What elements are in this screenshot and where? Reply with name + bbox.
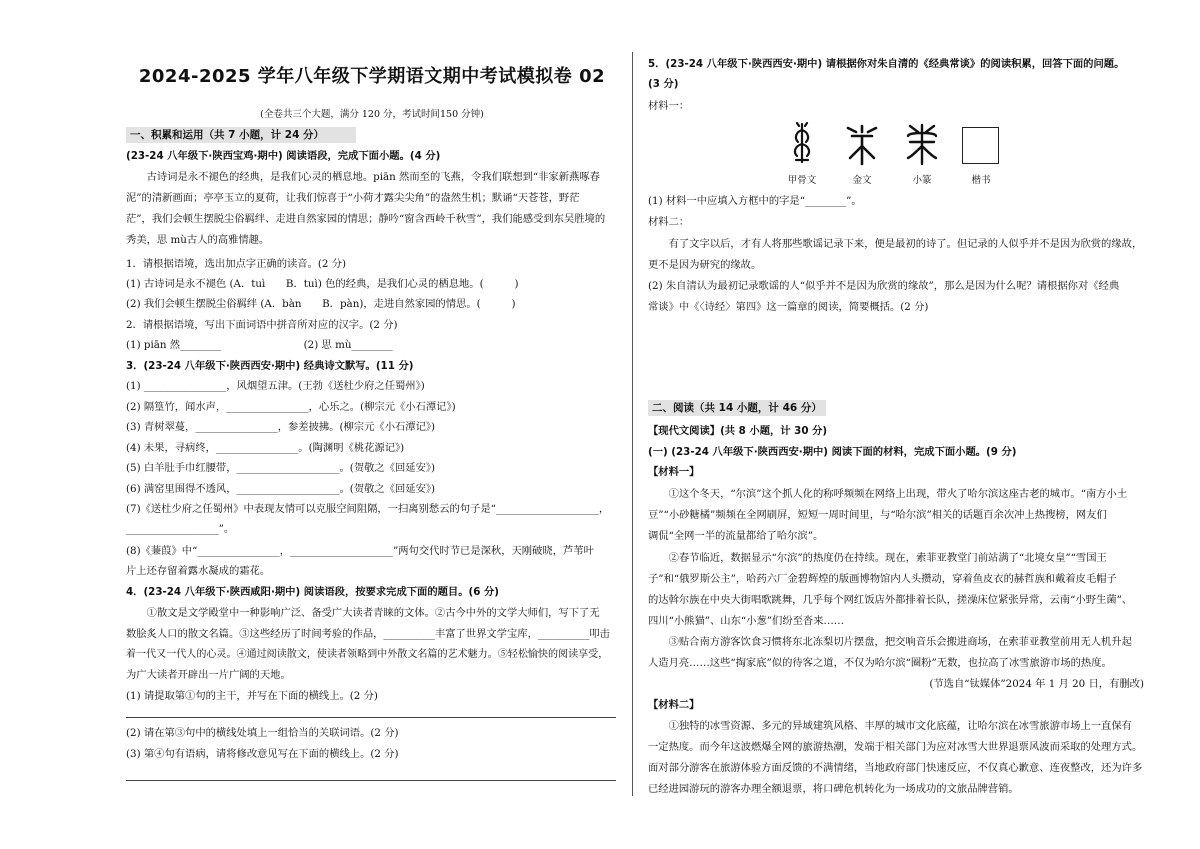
passage-line: 数脍炙人口的散文名篇。③这些经历了时间考验的作品，__________丰富了世界文学宝库，__________叩击: [126, 628, 610, 640]
blank-answer-box[interactable]: [962, 127, 999, 164]
source-note: (节选自“钛媒体”2024 年 1 月 20 日，有删改): [929, 678, 1144, 690]
answer-line[interactable]: [126, 717, 616, 718]
small-seal-glyph-icon: [902, 122, 942, 166]
exam-title: 2024-2025 学年八年级下学期语文期中考试模拟卷 02: [138, 66, 606, 87]
exam-subtitle: (全卷共三个大题，满分 120 分，考试时间150 分钟): [260, 109, 484, 120]
question-line: (7)《送杜少府之任蜀州》中表现友情可以克服空间阻隔，一扫离别愁云的句子是“____________________，: [126, 503, 610, 515]
question-line: (1) 请提取第①句的主干，并写在下面的横线上。(2 分): [126, 690, 378, 702]
passage-line: 的达斡尔族在中央大街唱歌跳舞，几乎每个网红饭店外都排着长队，搓澡床位紧张异常，云南“小野生菌”、: [648, 594, 1133, 606]
material-label: 材料一：: [648, 100, 690, 112]
subsection-heading: 【现代文阅读】(共 8 小题，计 30 分): [648, 425, 828, 437]
question-line: (5) 白羊肚手巾红腰带，____________________。(贺敬之《回延安》): [126, 462, 436, 474]
question-line: (1) 材料一中应填入方框中的字是“________”。: [648, 195, 862, 207]
passage-line: 秀美，思 mù古人的高雅情趣。: [126, 234, 270, 246]
section-heading-1: 一、积累和运用（共 7 小题，计 24 分）: [126, 127, 356, 143]
question-line: (1) 古诗词是永不褪色 (A．tuì B．tuì) 色的经典，是我们心灵的栖息地。( ): [126, 278, 519, 290]
question-intro: 5．(23-24 八年级下·陕西西安·期中) 请根据你对朱自清的《经典常谈》的阅读积累，回答下面的问题。: [648, 58, 1125, 70]
passage-line: 面对部分游客在旅游体验方面反馈的不满情绪，当地政府部门快速反应，不仅真心歉意、连夜整改，还为许多: [648, 762, 1143, 774]
section-heading-2: 二、阅读（共 14 小题，计 46 分）: [648, 400, 826, 416]
question-line: 2．请根据语境，写出下面词语中拼音所对应的汉字。(2 分): [126, 319, 398, 331]
question-line: (2) 我们会顿生摆脱尘俗羁绊 (A．bàn B．pàn)，走进自然家园的情思。( ): [126, 298, 516, 310]
answer-line[interactable]: [126, 780, 616, 781]
passage-line: ①散文是文学殿堂中一种影响广泛、备受广大读者青睐的文体。②古今中外的文学大师们，写下了无: [126, 607, 600, 619]
question-line: (2) 请在第③句中的横线处填上一组恰当的关联词语。(2 分): [126, 727, 399, 739]
passage-line: 为广大读者开辟出一片广阔的天地。: [126, 669, 291, 681]
passage-line: 泥”的清新画面；亭亭玉立的夏荷，让我们惊喜于“小荷才露尖尖角”的盎然生机；默诵“天苍苍，野茫: [126, 192, 580, 204]
question-line: (1) piān 然________ (2) 思 mù________: [126, 339, 393, 351]
passage-line: 古诗词是永不褪色的经典，是我们心灵的栖息地。piān 然而至的飞燕，令我们联想到“非家新燕啄春: [126, 171, 600, 183]
glyph-label: 楷书: [971, 175, 991, 186]
passage-line: ②春节临近，数据显示“尔滨”的热度仍在持续。现在，索菲亚教堂门前站满了“北境女皇”“雪国王: [648, 552, 1107, 564]
column-divider: [632, 52, 633, 796]
question-line: (6) 满窑里围得不透风，____________________。(贺敬之《回延安》): [126, 483, 436, 495]
question-line: (1) ________________，风烟望五津。(王勃《送杜少府之任蜀州》): [126, 380, 425, 392]
passage-line: 人造月亮……这些“掏家底”似的待客之道，不仅为哈尔滨“圈粉”无数，也拉高了冰雪旅游市场的热度。: [648, 657, 1112, 669]
passage-line: ①独特的冰雪资源、多元的异域建筑风格、丰厚的城市文化底蕴，让哈尔滨在冰雪旅游市场上一直保有: [648, 720, 1132, 732]
passage-line: 已经进园游玩的游客办理全额退票，将口碑危机转化为一场成功的文旅品牌营销。: [648, 783, 1019, 795]
question-intro: 4．(23-24 八年级下·陕西咸阳·期中) 阅读语段，按要求完成下面的题目。(6 分): [126, 586, 499, 598]
passage-line: 一定热度。而今年这波燃爆全网的旅游热潮，发端于相关部门为应对冰雪大世界退票风波而采取的处理方式。: [648, 741, 1143, 753]
bronze-script-glyph-icon: [842, 122, 882, 166]
glyph-label: 金文: [852, 175, 872, 186]
passage-line: 有了文字以后，才有人将那些歌谣记录下来，便是最初的诗了。但记录的人似乎并不是因为欣赏的缘故，: [648, 238, 1143, 250]
question-intro: (23-24 八年级下·陕西宝鸡·期中) 阅读语段，完成下面小题。(4 分): [126, 150, 441, 162]
question-line: (3) 第④句有语病，请将修改意见写在下面的横线上。(2 分): [126, 748, 399, 760]
passage-line: 子”和“俄罗斯公主”，哈药六厂金碧辉煌的版画博物馆内人头攒动，穿着鱼皮衣的赫哲族和戴着皮毛帽子: [648, 573, 1117, 585]
question-line: __________________”。: [126, 523, 235, 535]
passage-line: ①这个冬天，“尔滨”这个抓人化的称呼频频在网络上出现，带火了哈尔滨这座古老的城市。“南方小土: [648, 488, 1128, 500]
passage-line: 着一代又一代人的心灵。④通过阅读散文，使读者领略到中外散文名篇的艺术魅力。⑤轻松愉快的阅读享受，: [126, 649, 609, 660]
passage-line: 四川“小熊猫”、山东“小葱”们纷至沓来……: [648, 615, 845, 627]
passage-line: ③贴合南方游客饮食习惯将东北冻梨切片摆盘，把交响音乐会搬进商场，在索菲亚教堂前用无人机升起: [648, 636, 1132, 648]
passage-line: 茫”，我们会顿生摆脱尘俗羁绊、走进自然家园的情思；静吟“窗含西岭千秋雪”，我们能感受到东吴胜境的: [126, 213, 606, 225]
passage-line: 豆”“小砂糖橘”频频在全网刷屏，短短一周时间里，与“哈尔滨”相关的话题百余次冲上热搜榜，网友们: [648, 509, 1107, 521]
question-line: 1．请根据语境，选出加点字正确的读音。(2 分): [126, 258, 347, 270]
glyph-label: 小篆: [912, 175, 932, 186]
question-line: (3) 青树翠蔓，________________，参差披拂。(柳宗元《小石潭记》): [126, 421, 436, 433]
question-line: (2) 隔篁竹，闻水声，________________，心乐之。(柳宗元《小石潭记》): [126, 401, 456, 413]
question-intro: 3．(23-24 八年级下·陕西西安·期中) 经典诗文默写。(11 分): [126, 360, 414, 372]
material-heading: 【材料二】: [648, 699, 700, 711]
oracle-bone-glyph-icon: [782, 122, 822, 166]
material-heading: 【材料一】: [648, 466, 700, 478]
question-intro: (3 分): [648, 78, 679, 90]
question-line: (2) 朱自清认为最初记录歌谣的人“似乎并不是因为欣赏的缘故”，那么是因为什么呢？请根据你对《经典: [648, 280, 1120, 292]
question-line: 常谈》中《〈诗经〉第四》这一篇章的阅读，简要概括。(2 分): [648, 301, 929, 313]
question-line: (8)《蒹葭》中“________________，____________________”两句交代时节已是深秋，天刚破晓，芦苇叶: [126, 545, 594, 557]
passage-line: 调侃“全网一半的流量都给了哈尔滨”。: [648, 530, 824, 542]
question-intro: (一) (23-24 八年级下·陕西西安·期中) 阅读下面的材料，完成下面小题。(9 分): [648, 446, 1017, 458]
glyph-label: 甲骨文: [787, 175, 817, 186]
passage-line: 更不是因为研究的缘故。: [648, 259, 762, 271]
question-line: (4) 未果，寻病终，________________。(陶渊明《桃花源记》): [126, 442, 405, 454]
character-evolution-figure: [782, 122, 1012, 186]
question-line: 片上还存留着露水凝成的霜花。: [126, 565, 271, 577]
material-label: 材料二：: [648, 216, 690, 228]
